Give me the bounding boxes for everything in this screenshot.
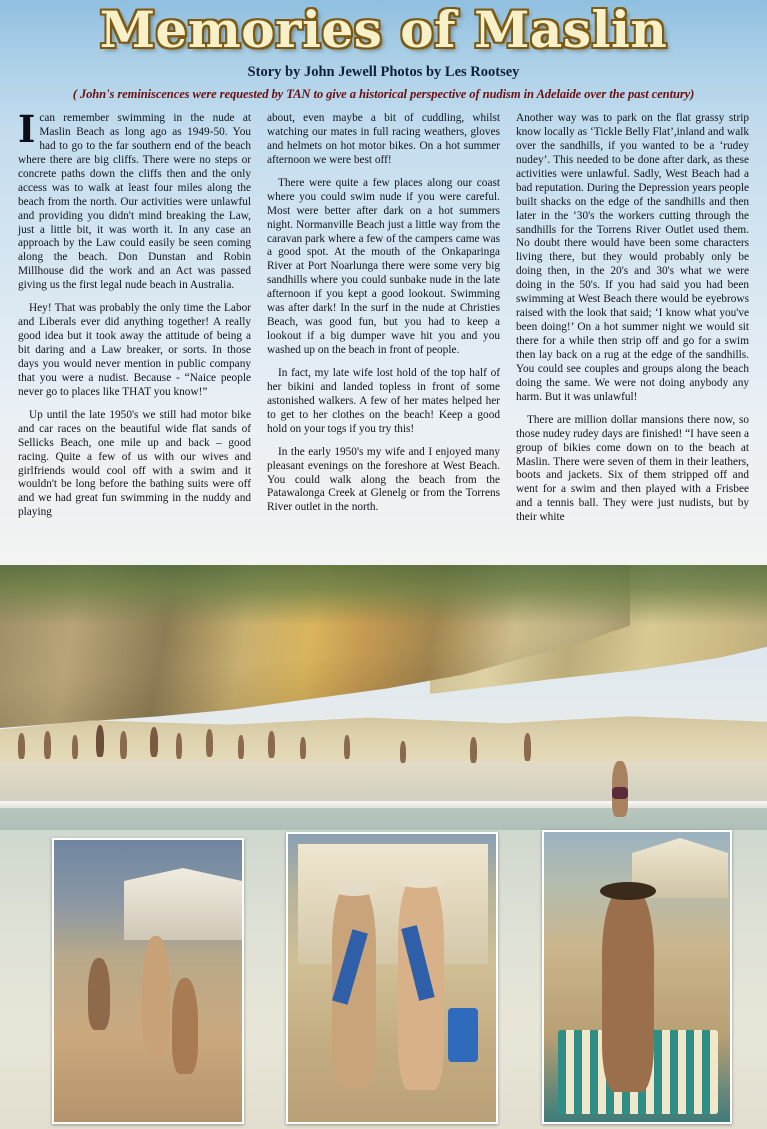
marquee (298, 844, 488, 964)
masthead (0, 0, 767, 102)
paragraph: Another way was to park on the flat grassy strip know locally as ‘Tickle Belly Flat’,inland and walk over the sandhills, if you wanted to be a ‘rudey nudey’. This needed to be done after dark, as these activities were unlawful. Sadly, West Beach had a bad reputation. During the Depression years people built shacks on the edge of the sandhills and then later in the ‘30's the workers cutting through the sandhills for the Torrens River Outlet used them. No doubt there would have been some characters living there, but they would probably only be doing then, in the 20's and 30's what we were doing in the 50's. If you had said you had been swimming at West Beach there would be eyebrows raised with the look that said; ‘I know what you've been doing!’ On a hot summer night we would sit there for a while then strip off and go for a swim then lay back on a rug at the edge of the sandhills. You could see couples and groups along the beach doing the same. We were not doing anybody any harm. But it was unlawful! (516, 112, 749, 403)
sun-hat-right (398, 874, 444, 888)
paragraph: In fact, my late wife lost hold of the top half of her bikini and landed topless in front of some astonished walkers. A few of her mates helped her to get to her clothes on the beach! Keep a good hold on your togs if you try this! (267, 366, 500, 435)
paragraph: Up until the late 1950's we still had motor bike and car races on the beautiful wide flat sands of Sellicks Beach, one mile up and back – good racing. Quite a few of us with our wives and girlfriends would cool off with a swim and it wouldn't be long before the bathing suits were off and we had great fun swimming in the nuddy and playing (18, 408, 251, 519)
photo-figure (344, 735, 350, 759)
photo-figure (72, 735, 78, 759)
figure-seated (88, 958, 110, 1030)
photo-figure (300, 737, 306, 759)
photo-figure (120, 731, 127, 759)
wide-brim-hat (600, 882, 656, 900)
photo-strip (0, 830, 767, 1129)
photo-clifftop-scrub (0, 565, 767, 625)
article-body (18, 107, 749, 534)
paragraph (18, 107, 251, 293)
paragraph-text: can remember swimming in the nude at Maslin Beach as long ago as 1949-50. You had to go to the far southern end of the beach where there are big cliffs. There were no steps or concrete paths down the cliffs then and the only access was to walk at least four miles along the beach from the north. Our activities were unlawful and providing you didn't mind breaking the Law, just a little bit, it was worth it. In any case an approach by the Law could easily be seen coming along the beach. Don Dunstan and Robin Millhouse did the work and an Act was passed giving us the first legal nude beach in Australia. (18, 112, 251, 292)
photo-figure (524, 733, 531, 761)
photo-figure (400, 741, 406, 763)
drop-cap: I (18, 107, 36, 151)
photo-two-women-sashes (286, 832, 498, 1124)
photo-beach-group (52, 838, 244, 1124)
article-column-1 (18, 107, 251, 534)
paragraph: In the early 1950's my wife and I enjoyed many pleasant evenings on the foreshore at West Beach. You could walk along the beach from the Patawalonga Creek at Glenelg or from the Torrens River outlet in the north. (267, 445, 500, 514)
photo-figure (206, 729, 213, 757)
paragraph: There were quite a few places along our coast where you could swim nude if you were careful. Most were better after dark on a hot summers night. Normanville Beach just a little way from the caravan park where a few of the campers came was a good spot. At the mouth of the Onkaparinga River at Port Noarlunga there were some very big sandhills where you could sunbake nude in the late afternoon if you kept a good lookout. Swimming was after dark! In the surf in the nude at Christies Beach, was good fun, but you had to keep a lookout if a big dumper wave hit you and you washed up on the beach in front of people. (267, 176, 500, 356)
paragraph: There are million dollar mansions there now, so those nudey rudey days are finished! “I have seen a group of bikies come down on to the beach at Maslin. There were seven of them in their leathers, boots and jackets. Six of them stripped off and went for a swim and then played with a Frisbee and a tennis ball. They were just nudists, but by their white (516, 413, 749, 524)
photo-figure (238, 735, 244, 759)
photo-figure-bikini (612, 787, 628, 799)
standfirst: ( John's reminiscences were requested by TAN to give a historical perspective of nudism in Adelaide over the past century) (72, 86, 695, 101)
photo-figure (18, 733, 25, 759)
folding-chair (448, 1008, 478, 1062)
photo-figure (470, 737, 477, 763)
photo-figure (176, 733, 182, 759)
photo-figure (96, 725, 104, 757)
article-column-2 (267, 112, 500, 534)
paragraph: Hey! That was probably the only time the Labor and Liberals ever did anything together! A really good idea but it took away the attitude of being a bit daring and a Law breaker, or sorts. In those days you would never mention in public company that you were a nudist. Because - “Naice people never go to places like THAT you know!” (18, 302, 251, 398)
photo-woman-towel (542, 830, 732, 1124)
article-column-3 (516, 112, 749, 534)
sun-hat-left (332, 882, 376, 896)
figure-child (172, 978, 198, 1074)
byline: Story by John Jewell Photos by Les Rootsey (247, 63, 520, 80)
photo-figure (44, 731, 51, 759)
photo-figure (268, 731, 275, 758)
page-title: Memories of Maslin (99, 0, 668, 59)
figure-standing (602, 892, 654, 1092)
photo-beach-panorama (0, 565, 767, 865)
beach-shelter (124, 868, 242, 940)
photo-figure (150, 727, 158, 757)
paragraph: about, even maybe a bit of cuddling, whilst watching our mates in full racing weathers, gloves and helmets on hot motor bikes. On a hot summer afternoon we were best off! (267, 112, 500, 166)
figure-standing (142, 936, 170, 1056)
